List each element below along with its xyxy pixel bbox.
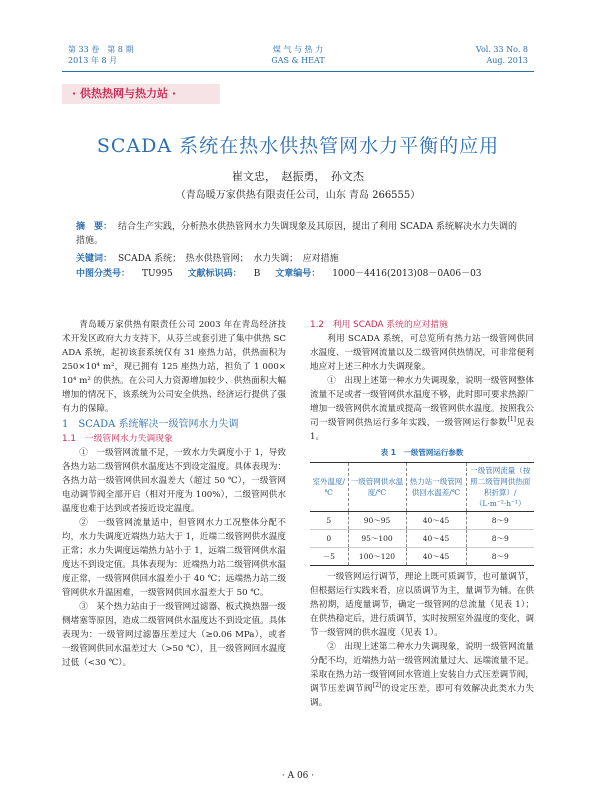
subsection-heading-1-2: 1.2 利用 SCADA 系统的应对措施 [310, 320, 448, 330]
article-number-label: 文章编号： [275, 269, 321, 279]
body-paragraph: 一级管网运行调节，理论上既可质调节，也可量调节，但根据运行实践来看，应以质调节为主，量调节为辅。在供热初期，适度量调节，确定一级管网的总流量（见表 1）；在供热稳定后，进行质调节，实时按照室外温度的变化，调节一级管网的供水温度（见表 1）。 [310, 572, 534, 638]
table-cell: 100～120 [348, 548, 406, 566]
table-cell: 8～9 [466, 530, 534, 548]
body-paragraph [310, 374, 534, 444]
journal-volume-info-en [476, 44, 528, 66]
table-caption: 表 1 一级管网运行参数 [380, 448, 464, 457]
paper-affiliation: （青岛暖万家供热有限责任公司，山东 青岛 266555） [175, 190, 421, 201]
parameter-table [310, 462, 534, 566]
body-paragraph: ① 一级管网流量不足，一致水力失调度小于 1，导致各热力站二级管网供水温度达不到设定温度。具体表现为：各热力站一级管网供回水温差大（超过 50 ℃），一级管网电动调节阀全部开启（相对开度为 100%），二级管网供水温度也难于达到或者接近设定温度。 [62, 448, 286, 514]
table-header-cell: 一级管网供水温度/℃ [348, 463, 406, 512]
journal-name-cn: 煤 气 与 热 力 [272, 45, 324, 54]
clc-label: 中图分类号： [76, 269, 131, 279]
abstract [76, 220, 520, 248]
section-heading-1: 1 SCADA 系统解决一级管网水力失调 [62, 419, 239, 430]
table-cell: 40～45 [406, 530, 466, 548]
table-header-cell: 热力站一级管网供回水温差/℃ [406, 463, 466, 512]
keywords-text: SCADA 系统； 热水供热管网； 水力失调； 应对措施 [118, 254, 339, 264]
table-cell: 95～100 [348, 530, 406, 548]
citation-ref[interactable]: [1] [507, 416, 517, 424]
table-row [310, 530, 534, 548]
paper-title: SCADA 系统在热水供热管网水力平衡的应用 [96, 135, 500, 157]
table-row [310, 512, 534, 530]
body-paragraph: 利用 SCADA 系统，可总览所有热力站一级管网供回水温度、一级管网流量以及二级管网供热情况，可非常便利地应对上述三种水力失调现象。 [310, 334, 534, 372]
right-column [310, 318, 534, 710]
paper-authors: 崔文忠， 赵振勇， 孙文杰 [232, 170, 364, 183]
table-cell: 8～9 [466, 548, 534, 566]
volume-issue-en: Vol. 33 No. 8 [475, 45, 528, 54]
table-row [310, 548, 534, 566]
table-cell: 40～45 [406, 548, 466, 566]
abstract-label: 摘 要： [76, 222, 113, 232]
table-cell: 40～45 [406, 512, 466, 530]
classification-line [76, 267, 520, 281]
citation-ref[interactable]: [2] [372, 682, 382, 690]
body-paragraph [310, 640, 534, 710]
table-cell: 0 [310, 530, 348, 548]
issue-date-en: Aug. 2013 [486, 56, 528, 65]
doc-code-value: B [253, 269, 261, 279]
table-cell: 5 [310, 512, 348, 530]
abstract-text: 结合生产实践，分析热水供热管网水力失调现象及其原因，提出了利用 SCADA 系统解决水力失调的措施。 [76, 222, 518, 246]
table-header-cell: 一级管网流量（按照二级管网供热面积折算）/（L·m⁻²·h⁻¹） [466, 463, 534, 512]
paragraph-text: 见表 1。 [310, 418, 534, 442]
body-paragraph: ③ 某个热力站由于一级管网过滤器、板式换热器一级侧堵塞等原因，造成二级管网供水温度达不到设定值。具体表现为：一级管网过滤器压差过大（≥0.06 MPa），或者一级管网供回水温差过大（>50 ℃），且一级管网回水温度过低（<30 ℃）。 [62, 602, 286, 668]
subsection-heading-1-1: 1.1 一级管网水力失调现象 [62, 434, 173, 444]
body-paragraph: ② 一级管网流量适中，但管网水力工况整体分配不均，水力失调度近端热力站大于 1，近端二级管网供水温度正常；水力失调度远端热力站小于 1，远端二级管网供水温度达不到设定值。具体表现为：近端热力站二级管网供水温度正常，一级管网供回水温差小于 40 ℃；远端热力站二级管网供水升温困难，一级管网供回水温差大于 50 ℃。 [62, 518, 286, 598]
journal-name-en: GAS & HEAT [271, 56, 325, 65]
table-cell: －5 [310, 548, 348, 566]
paragraph-text: 的设定压差，即可有效解决此类水力失调。 [310, 684, 534, 708]
doc-code-label: 文献标识码： [187, 269, 242, 279]
intro-paragraph: 青岛暖万家供热有限责任公司 2003 年在青岛经济技术开发区政府大力支持下，从芬兰或套引进了集中供热 SCADA 系统，起初该套系统仅有 31 座热力站，供热面积为 250×10⁴ m²，现已拥有 125 座热力站，担负了 1 000×10⁴ m² 的供热。在公司人力资源增加较少、供热面积大幅增加的情况下，该系统为公司安全供热、经济运行提供了强有力的保障。 [62, 320, 286, 414]
section-tag: · 供热热网与热力站 · [62, 84, 220, 104]
table-header-row [310, 463, 534, 512]
table-cell: 8～9 [466, 512, 534, 530]
page-number: · A 06 · [281, 771, 315, 781]
paragraph-text: ② 出现上述第二种水力失调现象，说明一级管网流量分配不均，近端热力站一级管网流量过大、远端流量不足。采取在热力站一级管网回水管道上安装自力式压差调节阀，调节压差调节阀 [310, 642, 534, 694]
table-cell: 90～95 [348, 512, 406, 530]
paragraph-text: ① 出现上述第一种水力失调现象，说明一级管网整体流量不足或者一级管网供水温度不够，此时即可要求热源厂增加一级管网供水流量或提高一级管网供水温度。按照我公司一级管网供热运行多年实践，一级管网运行参数 [310, 376, 534, 428]
volume-issue: 第 33 卷 第 8 期 [68, 45, 134, 54]
header-divider [62, 71, 534, 72]
table-header-cell: 室外温度/℃ [310, 463, 348, 512]
keywords-label: 关键词： [76, 254, 113, 264]
issue-date: 2013 年 8 月 [68, 56, 118, 65]
left-column [62, 318, 286, 670]
article-number-value: 1000－4416(2013)08－0A06－03 [332, 269, 482, 279]
clc-value: TU995 [142, 269, 173, 279]
keywords [76, 252, 520, 266]
